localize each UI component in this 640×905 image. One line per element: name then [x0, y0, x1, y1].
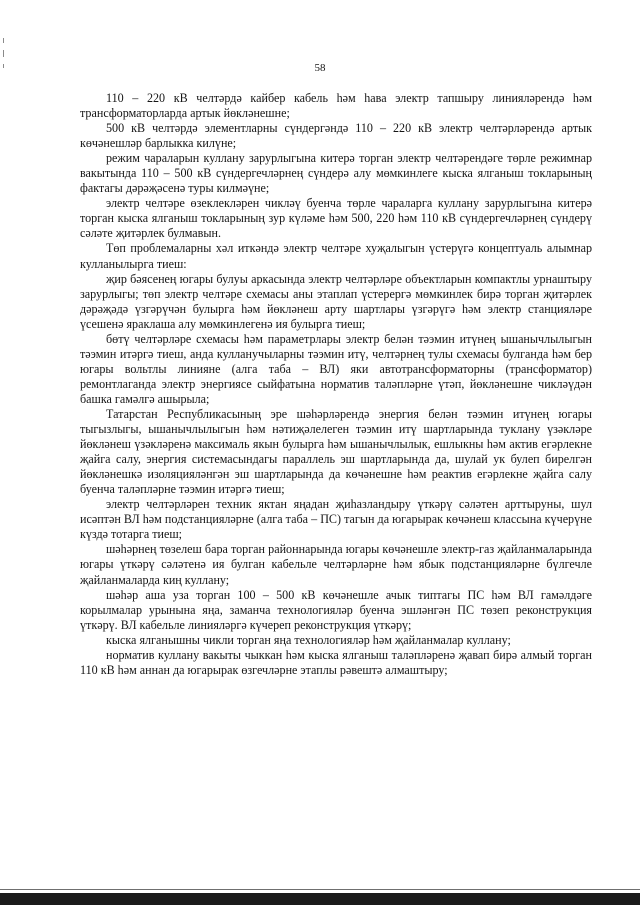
paragraph: кыска ялганышны чикли торган яңа технологияләр һәм җайланмалар куллану; [106, 632, 511, 647]
paragraph: 500 кВ челтәрдә элементларны сүндергәндә 110 – 220 кВ электр челтәрләрендә артык көчәнешләр барлыкка килүне; [80, 121, 592, 151]
paragraph: режим чараларын куллану зарурлыгына китерә торган электр челтәрендәге төрле режимнар вакытында 110 – 500 кВ сүндергечләрнең сүндерә алу мөмкинлеге кыска ялганыш токларының фактагы дәрәҗәсенә туры килмәүне; [80, 151, 592, 196]
paragraph: бөтү челтәрләре схемасы һәм параметрлары электр белән тәэмин итүнең ышанычлылыгын тәэмин итәргә тиеш, анда кулланучыларны тәэмин итү, челтәрнең тулы схемасы булганда һәм бер югары вольтлы линияне (алга таба – ВЛ) яки автотрансформаторны (трансформатор) ремонтлаганда электр энергиясе сыйфатына норматив таләпләрне үтәп, йөкләнешне чикләүдән башка гамәлгә ашырыла; [80, 331, 592, 406]
paragraph: җир бәясенең югары булуы аркасында электр челтәрләре объектларын компактлы урнаштыру зарурлыгы; төп электр челтәре схемасы аны этаплап үстерергә мөмкинлек бирә торган җитәрлек дәрәҗәдә үзгәрүчән булырга һәм йөкләнеш арту шартлары үзгәрүгә һәм электр станцияләре үсешенә яраклаша алу мөмкинлегенә ия булырга тиеш; [80, 271, 592, 331]
paragraph: электр челтәре өзеклекләрен чикләү буенча төрле чараларга куллану зарурлыгына китерә торган кыска ялганыш токларының зур күләме һәм 500, 220 һәм 110 кВ сүндергечләрнең сүндерү сәләте җитәрлек булмавын. [80, 196, 592, 241]
body-text [80, 91, 592, 678]
paragraph: Төп проблемаларны хәл иткәндә электр челтәре хуҗалыгын үстерүгә концептуаль алымнар кулланылырга тиеш: [80, 241, 592, 271]
binder-mark [3, 38, 4, 43]
paragraph: Татарстан Республикасының эре шәһәрләрендә энергия белән тәэмин итүнең югары тыгызлыгы, ышанычлылыгын һәм нәтиҗәлелеген тәэмин итү шартларында туклану үзәкләре йөкләнеш үзәкләренә максималь якын булырга һәм ышанычлылык, ешлыкны һәм актив егәрлекне җайга салу, энергия системасындагы параллель эш шартларында да, шулай ук булеп бирелгән йөкләнешкә изоляцияләнгән эш шартларында да көчәнешне һәм реактив егәрлекне җайга салу буенча таләпләрне тәэмин итәргә тиеш; [80, 406, 592, 497]
paragraph: шәһәрнең төзелеш бара торган районнарында югары көчәнешле электр-газ җайланмаларында югары үткәрү сәләтенә ия булган кабельле челтәрләрне һәм ябык подстанцияләрне бүлгечле җайланмаларда киң куллану; [80, 542, 592, 587]
paragraph: шәһәр аша уза торган 100 – 500 кВ көчәнешле ачык типтагы ПС һәм ВЛ гамәлдәге корылмалар урынына яңа, заманча технологияләр буенча эшләнгән ПС төзеп реконструкция үткәрү. ВЛ кабельле линияләргә күчереп реконструкция үткәрү; [80, 587, 592, 632]
binder-mark [3, 50, 4, 57]
paragraph: электр челтәрләрен техник яктан яңадан җиһазландыру үткәрү сәләтен арттыруны, шул исәптән ВЛ һәм подстанцияләрне (алга таба – ПС) тагын да югарырак көчәнеш классына күчерүне күздә тотарга тиеш; [80, 497, 592, 542]
scan-edge-line [0, 889, 640, 890]
page-number: 58 [314, 62, 326, 74]
paragraph: норматив куллану вакыты чыккан һәм кыска ялганыш таләпләренә җавап бирә алмый торган 110 кВ һәм аннан да югарырак өзгечләрне этаплы рәвештә алмаштыру; [80, 647, 592, 677]
paragraph: 110 – 220 кВ челтәрдә кайбер кабель һәм һава электр тапшыру линияләрендә һәм трансформаторларда артык йөкләнешне; [80, 91, 592, 121]
scan-edge-bar [0, 893, 640, 905]
